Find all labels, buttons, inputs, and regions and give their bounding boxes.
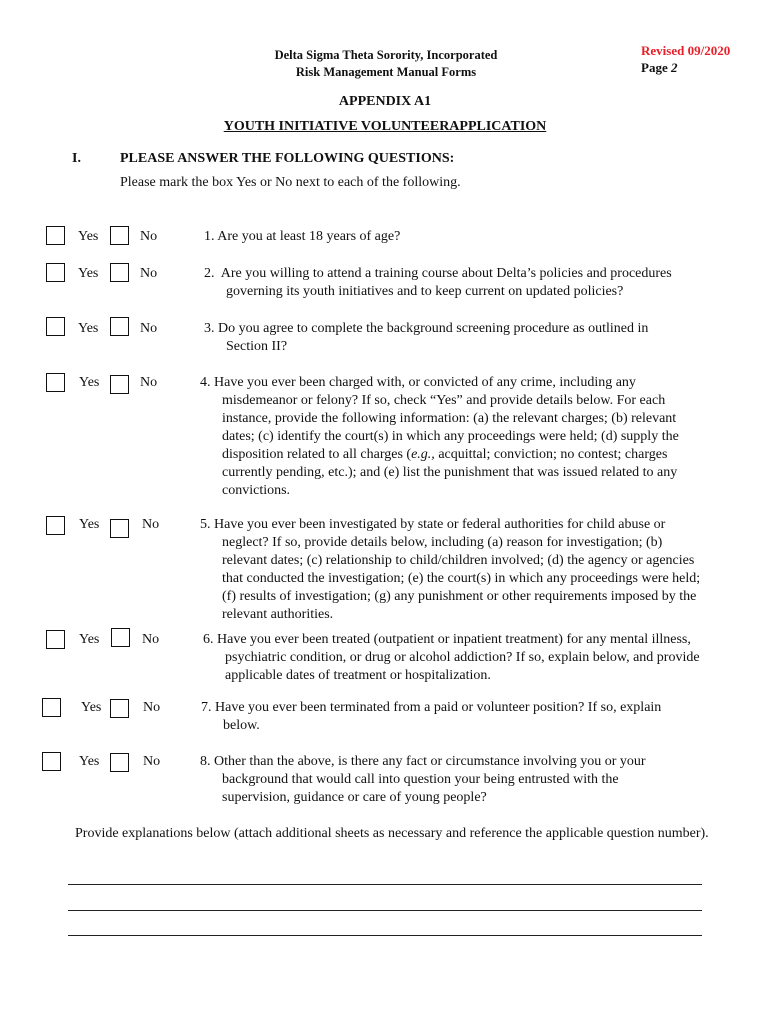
form-title: YOUTH INITIATIVE VOLUNTEERAPPLICATION <box>223 119 547 134</box>
yes-checkbox[interactable] <box>46 226 65 245</box>
page-label: Page <box>641 60 668 75</box>
no-label: No <box>140 266 158 281</box>
section-number: I. <box>72 151 81 166</box>
question-text <box>200 753 690 807</box>
question-number: 3. <box>204 321 215 336</box>
document-header <box>236 47 536 81</box>
no-label: No <box>140 229 158 244</box>
question-body-cont: acquittal; conviction; no contest; charges currently pending, etc.); and (e) list the punishment that was issued related to any convictions. <box>222 447 678 498</box>
question-body-italic: e.g., <box>411 447 435 462</box>
no-label: No <box>140 375 158 390</box>
question-body: Have you ever been terminated from a paid or volunteer position? If so, explain below. <box>215 700 662 733</box>
explanation-prompt: Provide explanations below (attach additional sheets as necessary and reference the applicable question number). <box>75 826 709 841</box>
yes-checkbox[interactable] <box>46 317 65 336</box>
yes-checkbox[interactable] <box>46 516 65 535</box>
revised-date: Revised 09/2020 <box>641 43 731 58</box>
manual-name: Risk Management Manual Forms <box>295 65 477 79</box>
question-number: 4. <box>200 375 211 390</box>
yes-label: Yes <box>79 375 100 390</box>
question-number: 8. <box>200 754 211 769</box>
page-number: 2 <box>670 60 678 75</box>
question-number: 6. <box>203 632 214 647</box>
question-text <box>203 631 703 685</box>
question-body: Have you ever been investigated by state or federal authorities for child abuse or neglect? If so, provide details below, including (a) reason for investigation; (b) relevant dates; (c) relationship to child/children involved; (d) the agency or agencies that conducted the investigation; (e) the court(s) in which any proceedings were held; (f) results of investigation; (g) any punishment or other requirements imposed by the relevant authorities. <box>214 517 701 622</box>
yes-checkbox[interactable] <box>46 373 65 392</box>
yes-checkbox[interactable] <box>42 698 61 717</box>
org-name: Delta Sigma Theta Sorority, Incorporated <box>274 48 498 62</box>
explanation-line[interactable] <box>68 884 702 885</box>
no-checkbox[interactable] <box>110 317 129 336</box>
page-indicator <box>641 59 730 76</box>
yes-label: Yes <box>78 229 99 244</box>
no-checkbox[interactable] <box>110 375 129 394</box>
question-number: 1. <box>204 229 215 244</box>
question-text <box>200 516 705 624</box>
no-checkbox[interactable] <box>110 699 129 718</box>
no-label: No <box>143 754 161 769</box>
question-text <box>204 320 684 356</box>
question-number: 5. <box>200 517 211 532</box>
no-checkbox[interactable] <box>110 519 129 538</box>
question-body: Are you willing to attend a training course about Delta’s policies and procedures governing its youth initiatives and to keep current on updated policies? <box>220 266 672 299</box>
question-text <box>204 228 704 246</box>
no-checkbox[interactable] <box>110 263 129 282</box>
question-body: Do you agree to complete the background screening procedure as outlined in Section II? <box>218 321 649 354</box>
yes-label: Yes <box>78 321 99 336</box>
question-body: Have you ever been treated (outpatient or inpatient treatment) for any mental illness, psychiatric condition, or drug or alcohol addiction? If so, explain below, and provide applicable dates of treatment or hospitalization. <box>217 632 700 683</box>
yes-label: Yes <box>81 700 102 715</box>
yes-label: Yes <box>79 754 100 769</box>
revision-block <box>641 42 730 76</box>
no-label: No <box>142 632 160 647</box>
question-body: Other than the above, is there any fact or circumstance involving you or your background that would call into question your being entrusted with the supervision, guidance or care of young people? <box>214 754 646 805</box>
explanation-line[interactable] <box>68 935 702 936</box>
question-text <box>200 374 705 500</box>
yes-checkbox[interactable] <box>46 263 65 282</box>
yes-label: Yes <box>79 517 100 532</box>
question-number: 2. <box>204 266 215 281</box>
no-label: No <box>143 700 161 715</box>
question-text <box>201 699 671 735</box>
no-label: No <box>140 321 158 336</box>
yes-label: Yes <box>78 266 99 281</box>
section-title: PLEASE ANSWER THE FOLLOWING QUESTIONS: <box>120 151 455 166</box>
no-checkbox[interactable] <box>111 628 130 647</box>
no-checkbox[interactable] <box>110 226 129 245</box>
appendix-title: APPENDIX A1 <box>338 94 432 109</box>
no-checkbox[interactable] <box>110 753 129 772</box>
yes-checkbox[interactable] <box>46 630 65 649</box>
section-instruction: Please mark the box Yes or No next to each of the following. <box>120 175 461 190</box>
explanation-line[interactable] <box>68 910 702 911</box>
question-number: 7. <box>201 700 212 715</box>
question-body: Are you at least 18 years of age? <box>217 229 401 244</box>
yes-label: Yes <box>79 632 100 647</box>
question-body: Have you ever been charged with, or convicted of any crime, including any misdemeanor or felony? If so, check “Yes” and provide details below. For each instance, provide the following information: (a) the relevant charges; (b) relevant dates; (c) identify the court(s) in which any proceedings were held; (d) supply the disposition related to all charges ( <box>214 375 679 462</box>
yes-checkbox[interactable] <box>42 752 61 771</box>
no-label: No <box>142 517 160 532</box>
question-text <box>204 265 704 301</box>
